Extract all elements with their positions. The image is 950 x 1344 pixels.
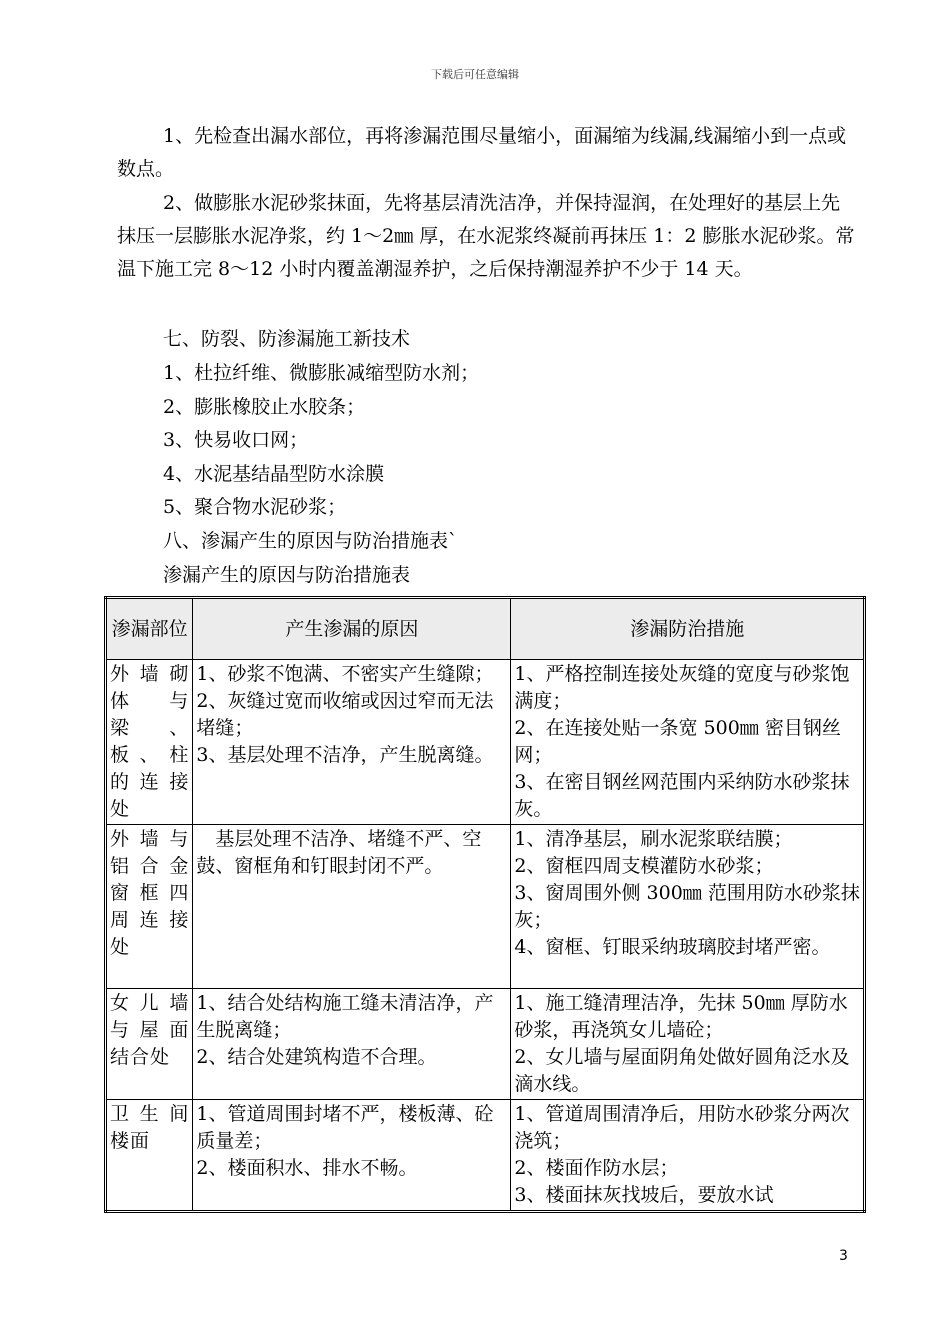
list-item-4: 4、水泥基结晶型防水涂膜 bbox=[163, 463, 385, 485]
table-header-row bbox=[106, 598, 865, 660]
paragraph-expansion-mortar: 2、做膨胀水泥砂浆抹面，先将基层清洗洁净，并保持湿润，在处理好的基层上先抹压一层膨胀水泥净浆，约 1～2㎜ 厚，在水泥浆终凝前再抹压 1：2 膨胀水泥砂浆。常温下施工完 8～12 小时内覆盖潮湿养护，之后保持潮湿养护不少于 14 天。 bbox=[117, 192, 855, 280]
cell-part: 卫生间楼面 bbox=[106, 1100, 193, 1212]
table-row bbox=[106, 989, 865, 1100]
list-item-3: 3、快易收口网； bbox=[163, 429, 309, 451]
cell-fix: 1、严格控制连接处灰缝的宽度与砂浆饱满度； 2、在连接处贴一条宽 500㎜ 密目钢丝网； 3、在密目钢丝网范围内采纳防水砂浆抹灰。 bbox=[511, 660, 865, 825]
leakage-table bbox=[104, 596, 866, 1213]
cell-fix: 1、施工缝清理洁净，先抹 50㎜ 厚防水砂浆，再浇筑女儿墙砼； 2、女儿墙与屋面阴角处做好圆角泛水及滴水线。 bbox=[511, 989, 865, 1100]
table-row bbox=[106, 1100, 865, 1212]
list-item-1: 1、杜拉纤维、微膨胀减缩型防水剂； bbox=[163, 362, 480, 384]
cell-cause: 1、结合处结构施工缝未清洁净，产生脱离缝； 2、结合处建筑构造不合理。 bbox=[193, 989, 511, 1100]
cell-cause: 1、砂浆不饱满、不密实产生缝隙； 2、灰缝过宽而收缩或因过窄而无法堵缝； 3、基层处理不洁净，产生脱离缝。 bbox=[193, 660, 511, 825]
cell-part: 外墙砌体与梁、板、柱的连接处 bbox=[106, 660, 193, 825]
cell-fix: 1、清净基层，刷水泥浆联结膜； 2、窗框四周支模灌防水砂浆； 3、窗周围外侧 300㎜ 范围用防水砂浆抹灰； 4、窗框、钉眼采纳玻璃胶封堵严密。 bbox=[511, 825, 865, 989]
cell-fix: 1、管道周围清净后，用防水砂浆分两次浇筑； 2、楼面作防水层； 3、楼面抹灰找坡后，要放水试 bbox=[511, 1100, 865, 1212]
paragraph-leak-locate: 1、先检查出漏水部位，再将渗漏范围尽量缩小，面漏缩为线漏,线漏缩小到一点或数点。 bbox=[117, 125, 847, 180]
table-caption: 渗漏产生的原因与防治措施表 bbox=[163, 564, 411, 586]
cell-part: 外墙与铝合金窗框四周连接处 bbox=[106, 825, 193, 989]
list-item-5: 5、聚合物水泥砂浆； bbox=[163, 496, 347, 518]
cell-cause: 1、管道周围封堵不严，楼板薄、砼质量差； 2、楼面积水、排水不畅。 bbox=[193, 1100, 511, 1212]
header-fix: 渗漏防治措施 bbox=[511, 598, 865, 660]
table-row bbox=[106, 825, 865, 989]
table-row bbox=[106, 660, 865, 825]
header-part: 渗漏部位 bbox=[106, 598, 193, 660]
page-header-note: 下载后可任意编辑 bbox=[431, 68, 519, 81]
cell-part: 女儿墙与屋面结合处 bbox=[106, 989, 193, 1100]
list-item-2: 2、膨胀橡胶止水胶条； bbox=[163, 396, 366, 418]
section-heading-7: 七、防裂、防渗漏施工新技术 bbox=[163, 328, 411, 350]
page-number: 3 bbox=[839, 1248, 848, 1264]
cell-cause: 基层处理不洁净、堵缝不严、空鼓、窗框角和钉眼封闭不严。 bbox=[193, 825, 511, 989]
section-heading-8: 八、渗漏产生的原因与防治措施表` bbox=[163, 530, 458, 552]
header-cause: 产生渗漏的原因 bbox=[193, 598, 511, 660]
